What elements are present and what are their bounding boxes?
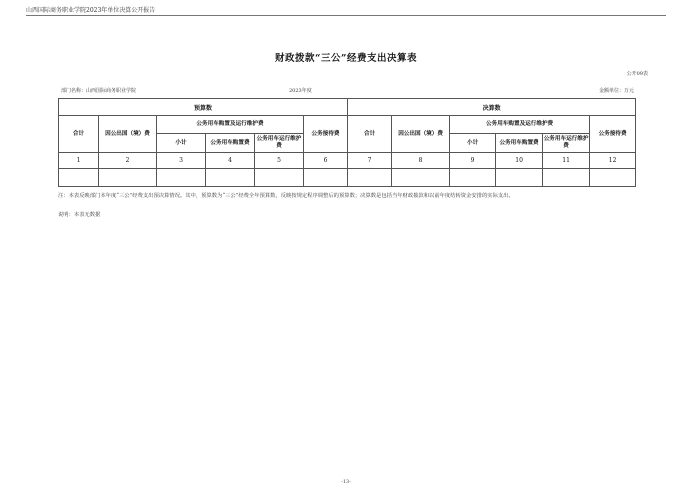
page-title: 财政拨款“三公”经费支出决算表	[275, 53, 417, 64]
empty-cell	[543, 169, 590, 187]
budget-vehicle-header: 公务用车购置及运行维护费	[157, 116, 304, 134]
empty-cell	[59, 169, 99, 187]
column-number: 11	[543, 153, 590, 169]
empty-cell	[157, 169, 206, 187]
group-header-row	[59, 99, 636, 116]
three-public-expenses-table	[58, 98, 636, 187]
final-group-header: 决算数	[348, 99, 636, 116]
column-number: 6	[304, 153, 348, 169]
final-subtotal-header: 小计	[450, 134, 496, 153]
page-number: -13-	[341, 479, 351, 485]
empty-cell	[206, 169, 255, 187]
budget-reception-header: 公务接待费	[304, 116, 348, 153]
column-number: 4	[206, 153, 255, 169]
final-total-header: 合计	[348, 116, 392, 153]
column-number: 9	[450, 153, 496, 169]
final-vehicle-running-header: 公务用车运行维护费	[543, 134, 590, 153]
final-abroad-header: 因公出国（境）费	[392, 116, 450, 153]
column-number: 10	[496, 153, 543, 169]
empty-cell	[304, 169, 348, 187]
empty-cell	[348, 169, 392, 187]
final-vehicle-header: 公务用车购置及运行维护费	[450, 116, 590, 134]
column-number: 12	[590, 153, 636, 169]
budget-group-header: 预算数	[59, 99, 348, 116]
table-note: 注：本表反映部门本年度“三公”经费支出预决算情况。其中，预算数为“三公”经费全年预算数，反映按规定程序调整后的预算数；决算数是包括当年财政拨款和以前年度结转资金安排的实际支出。	[58, 193, 514, 199]
column-number-row	[59, 153, 636, 169]
column-number: 8	[392, 153, 450, 169]
form-number: 公开09表	[626, 71, 648, 77]
budget-vehicle-running-header: 公务用车运行维护费	[255, 134, 304, 153]
empty-cell	[450, 169, 496, 187]
empty-cell	[255, 169, 304, 187]
header-divider	[26, 15, 666, 16]
empty-cell	[99, 169, 157, 187]
column-number: 3	[157, 153, 206, 169]
column-number: 7	[348, 153, 392, 169]
empty-cell	[590, 169, 636, 187]
final-vehicle-purchase-header: 公务用车购置费	[496, 134, 543, 153]
final-reception-header: 公务接待费	[590, 116, 636, 153]
no-data-explanation: 说明：本表无数据	[58, 212, 101, 218]
report-header: 山西国际商务职业学院2023年单位决算公开报告	[26, 7, 156, 14]
column-number: 1	[59, 153, 99, 169]
budget-vehicle-purchase-header: 公务用车购置费	[206, 134, 255, 153]
fiscal-year: 2023年度	[289, 88, 312, 94]
budget-total-header: 合计	[59, 116, 99, 153]
column-header-row-1	[59, 116, 636, 134]
empty-cell	[392, 169, 450, 187]
empty-cell	[496, 169, 543, 187]
column-number: 5	[255, 153, 304, 169]
budget-abroad-header: 因公出国（境）费	[99, 116, 157, 153]
department-name: 部门名称：山西国际商务职业学院	[61, 88, 137, 94]
amount-unit: 金额单位：万元	[598, 88, 634, 94]
table-row	[59, 169, 636, 187]
budget-subtotal-header: 小计	[157, 134, 206, 153]
column-number: 2	[99, 153, 157, 169]
